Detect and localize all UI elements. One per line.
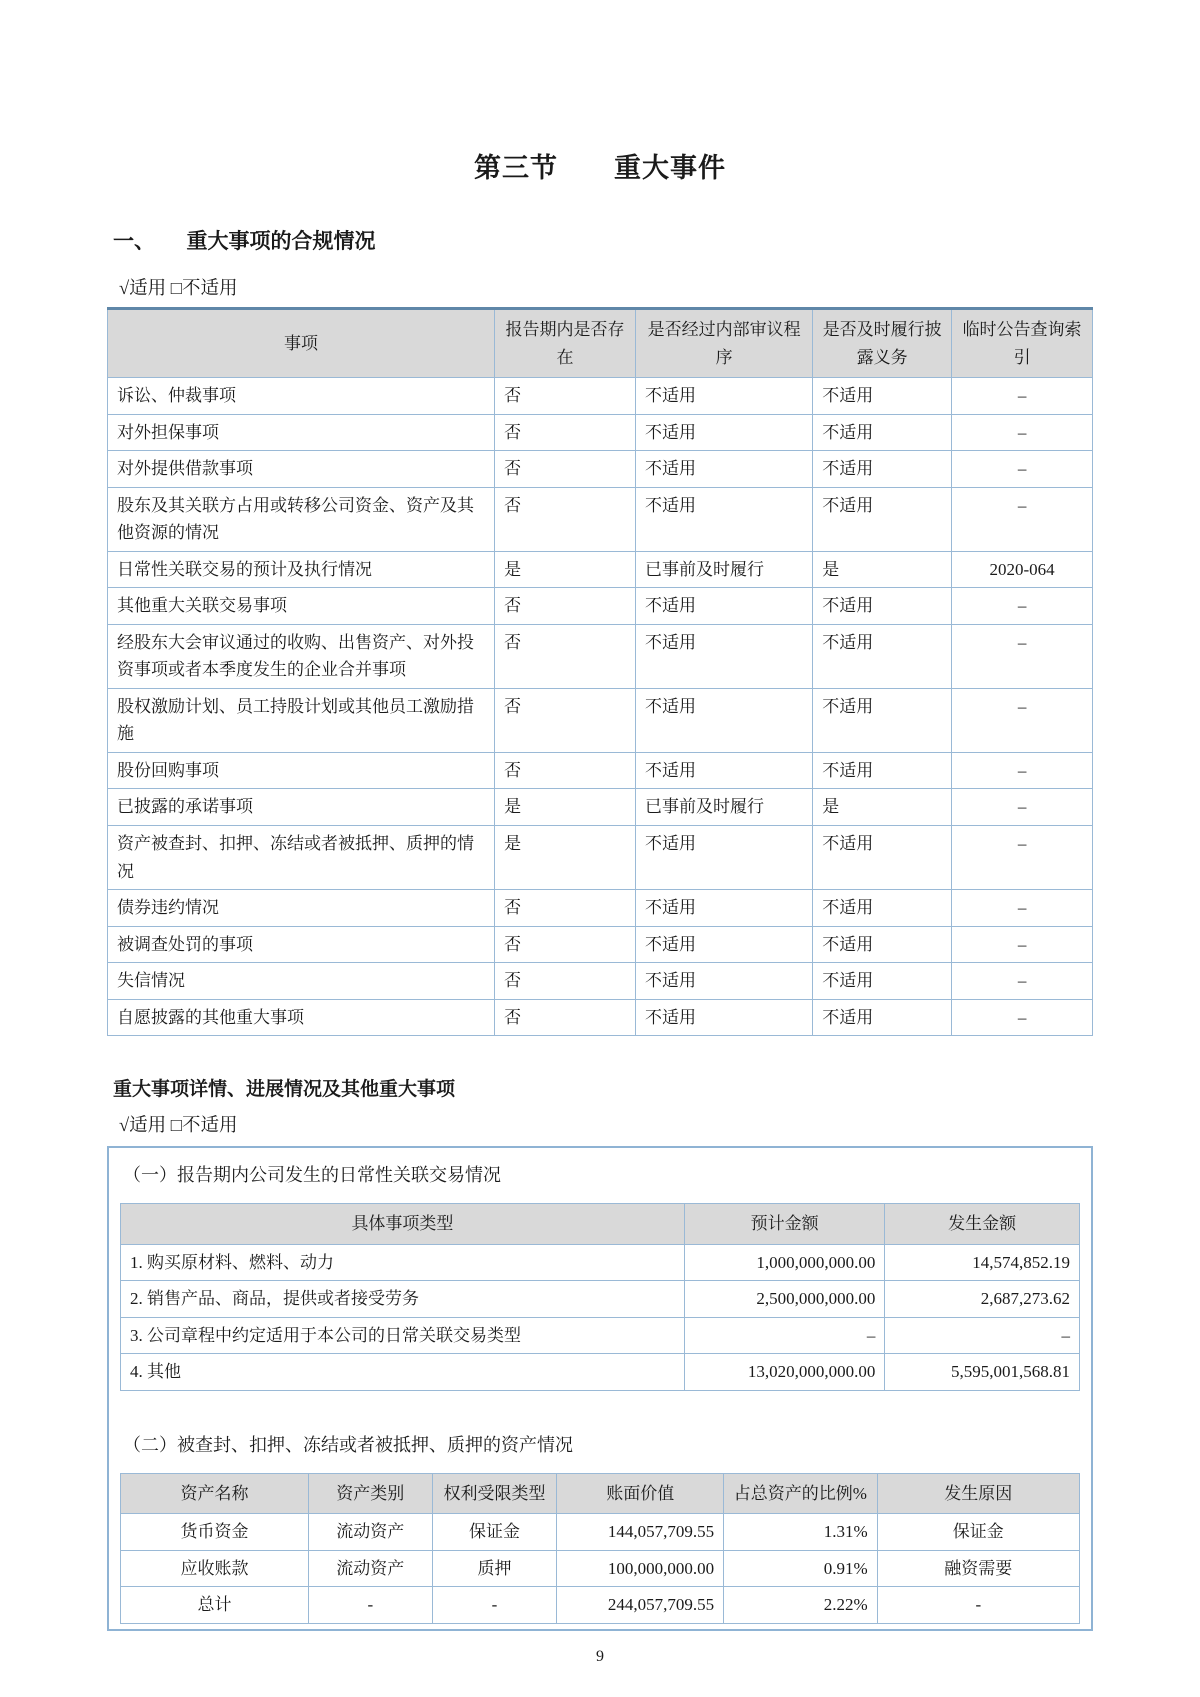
table-cell: 不适用 (635, 999, 812, 1036)
table-cell: 自愿披露的其他重大事项 (108, 999, 495, 1036)
column-header: 权利受限类型 (432, 1473, 557, 1514)
page-number: 9 (596, 1647, 604, 1665)
table-cell: – (952, 890, 1093, 927)
table-cell: 否 (495, 487, 636, 551)
details-box (107, 1146, 1093, 1631)
table-row (108, 378, 1093, 415)
table-cell: 否 (495, 378, 636, 415)
table-cell: – (952, 752, 1093, 789)
table-cell: 不适用 (635, 451, 812, 488)
table-cell: – (952, 624, 1093, 688)
table-cell: 不适用 (635, 624, 812, 688)
page-title: 第三节 重大事件 (474, 153, 726, 183)
table-cell: 不适用 (813, 825, 952, 889)
table-row (108, 588, 1093, 625)
table-cell: 不适用 (635, 487, 812, 551)
table-cell: 不适用 (813, 688, 952, 752)
compliance-section-heading: 一、 重大事项的合规情况 (113, 230, 376, 253)
column-header: 账面价值 (557, 1473, 724, 1514)
table-cell: 2.22% (724, 1587, 877, 1624)
table-cell: 应收账款 (121, 1550, 309, 1587)
table-cell: 否 (495, 752, 636, 789)
table-cell: 不适用 (813, 624, 952, 688)
table-header-row (121, 1473, 1080, 1514)
table-cell: 是 (813, 551, 952, 588)
table-cell: 已事前及时履行 (635, 789, 812, 826)
table-cell: 保证金 (877, 1514, 1079, 1551)
table-cell: 不适用 (813, 752, 952, 789)
column-header: 临时公告查询索引 (952, 309, 1093, 378)
table-cell: 流动资产 (308, 1550, 432, 1587)
column-header: 资产名称 (121, 1473, 309, 1514)
table-cell: 债券违约情况 (108, 890, 495, 927)
table-cell: 是 (495, 825, 636, 889)
table-cell: – (684, 1317, 884, 1354)
table-header-row (108, 309, 1093, 378)
table-cell: 货币资金 (121, 1514, 309, 1551)
table-cell: 244,057,709.55 (557, 1587, 724, 1624)
table-cell: 否 (495, 588, 636, 625)
table-cell: 不适用 (635, 688, 812, 752)
table-cell: 被调查处罚的事项 (108, 926, 495, 963)
column-header: 是否及时履行披露义务 (813, 309, 952, 378)
related-transactions-title: （一）报告期内公司发生的日常性关联交易情况 (123, 1165, 501, 1186)
table-cell: - (308, 1587, 432, 1624)
table-cell: 失信情况 (108, 963, 495, 1000)
column-header: 具体事项类型 (121, 1204, 685, 1245)
applicable-checkline: √适用 □不适用 (119, 1116, 238, 1137)
table-cell: – (952, 487, 1093, 551)
column-header: 预计金额 (684, 1204, 884, 1245)
table-cell: 否 (495, 926, 636, 963)
table-cell: 其他重大关联交易事项 (108, 588, 495, 625)
column-header: 事项 (108, 309, 495, 378)
compliance-table (107, 307, 1093, 1036)
table-cell: 2020-064 (952, 551, 1093, 588)
table-cell: – (952, 688, 1093, 752)
table-cell: 否 (495, 451, 636, 488)
column-header: 发生金额 (885, 1204, 1080, 1245)
table-cell: 不适用 (813, 414, 952, 451)
table-cell: 100,000,000.00 (557, 1550, 724, 1587)
table-cell: 2,687,273.62 (885, 1281, 1080, 1318)
table-cell: 不适用 (635, 752, 812, 789)
table-cell: 不适用 (635, 588, 812, 625)
table-row (108, 487, 1093, 551)
table-cell: 质押 (432, 1550, 557, 1587)
table-cell: 诉讼、仲裁事项 (108, 378, 495, 415)
table-row (121, 1281, 1080, 1318)
table-cell: 不适用 (635, 963, 812, 1000)
table-row (108, 551, 1093, 588)
table-cell: 不适用 (635, 414, 812, 451)
table-cell: – (952, 789, 1093, 826)
table-cell: 否 (495, 414, 636, 451)
table-cell: – (952, 588, 1093, 625)
table-row (108, 926, 1093, 963)
table-cell: 不适用 (635, 378, 812, 415)
table-cell: 是 (495, 789, 636, 826)
table-row (121, 1587, 1080, 1624)
column-header: 报告期内是否存在 (495, 309, 636, 378)
table-cell: 13,020,000,000.00 (684, 1354, 884, 1391)
table-cell: 对外担保事项 (108, 414, 495, 451)
table-cell: 不适用 (813, 451, 952, 488)
table-cell: 5,595,001,568.81 (885, 1354, 1080, 1391)
details-section-heading: 重大事项详情、进展情况及其他重大事项 (113, 1079, 456, 1101)
table-cell: 日常性关联交易的预计及执行情况 (108, 551, 495, 588)
table-cell: 不适用 (635, 825, 812, 889)
table-cell: 不适用 (813, 588, 952, 625)
table-header-row (121, 1204, 1080, 1245)
table-cell: 4. 其他 (121, 1354, 685, 1391)
table-cell: 1,000,000,000.00 (684, 1244, 884, 1281)
table-cell: 保证金 (432, 1514, 557, 1551)
table-cell: 1. 购买原材料、燃料、动力 (121, 1244, 685, 1281)
table-row (108, 890, 1093, 927)
table-row (108, 624, 1093, 688)
table-cell: – (885, 1317, 1080, 1354)
table-cell: – (952, 825, 1093, 889)
table-row (108, 414, 1093, 451)
table-row (108, 752, 1093, 789)
column-header: 是否经过内部审议程序 (635, 309, 812, 378)
table-cell: 已事前及时履行 (635, 551, 812, 588)
related-transactions-table (120, 1203, 1080, 1391)
table-cell: 股权激励计划、员工持股计划或其他员工激励措施 (108, 688, 495, 752)
table-row (108, 789, 1093, 826)
table-cell: 资产被查封、扣押、冻结或者被抵押、质押的情况 (108, 825, 495, 889)
table-cell: – (952, 999, 1093, 1036)
table-cell: 否 (495, 963, 636, 1000)
pledged-assets-table (120, 1473, 1080, 1624)
table-cell: 不适用 (813, 378, 952, 415)
table-cell: 1.31% (724, 1514, 877, 1551)
table-cell: 否 (495, 890, 636, 927)
table-row (121, 1514, 1080, 1551)
table-cell: 否 (495, 688, 636, 752)
table-cell: 是 (495, 551, 636, 588)
table-row (121, 1354, 1080, 1391)
applicable-checkline: √适用 □不适用 (119, 279, 238, 299)
table-row (108, 963, 1093, 1000)
table-cell: 2. 销售产品、商品，提供或者接受劳务 (121, 1281, 685, 1318)
table-cell: – (952, 414, 1093, 451)
table-cell: 不适用 (813, 487, 952, 551)
table-cell: 不适用 (635, 890, 812, 927)
table-cell: – (952, 963, 1093, 1000)
pledged-assets-title: （二）被查封、扣押、冻结或者被抵押、质押的资产情况 (123, 1434, 573, 1455)
table-cell: – (952, 451, 1093, 488)
table-cell: 融资需要 (877, 1550, 1079, 1587)
table-cell: 144,057,709.55 (557, 1514, 724, 1551)
table-cell: 经股东大会审议通过的收购、出售资产、对外投资事项或者本季度发生的企业合并事项 (108, 624, 495, 688)
table-cell: - (432, 1587, 557, 1624)
table-cell: 总计 (121, 1587, 309, 1624)
table-row (108, 451, 1093, 488)
table-cell: 对外提供借款事项 (108, 451, 495, 488)
table-row (108, 825, 1093, 889)
table-cell: 流动资产 (308, 1514, 432, 1551)
table-cell: – (952, 378, 1093, 415)
column-header: 发生原因 (877, 1473, 1079, 1514)
table-cell: 3. 公司章程中约定适用于本公司的日常关联交易类型 (121, 1317, 685, 1354)
table-cell: 是 (813, 789, 952, 826)
table-cell: 股东及其关联方占用或转移公司资金、资产及其他资源的情况 (108, 487, 495, 551)
table-row (121, 1317, 1080, 1354)
table-cell: – (952, 926, 1093, 963)
table-cell: 不适用 (813, 926, 952, 963)
table-cell: 股份回购事项 (108, 752, 495, 789)
table-row (108, 688, 1093, 752)
table-cell: 否 (495, 999, 636, 1036)
table-cell: 不适用 (813, 963, 952, 1000)
table-row (121, 1550, 1080, 1587)
table-row (108, 999, 1093, 1036)
table-cell: 0.91% (724, 1550, 877, 1587)
table-cell: - (877, 1587, 1079, 1624)
table-cell: 不适用 (813, 890, 952, 927)
table-cell: 已披露的承诺事项 (108, 789, 495, 826)
table-cell: 2,500,000,000.00 (684, 1281, 884, 1318)
column-header: 占总资产的比例% (724, 1473, 877, 1514)
table-cell: 不适用 (635, 926, 812, 963)
table-cell: 14,574,852.19 (885, 1244, 1080, 1281)
table-cell: 否 (495, 624, 636, 688)
table-cell: 不适用 (813, 999, 952, 1036)
column-header: 资产类别 (308, 1473, 432, 1514)
table-row (121, 1244, 1080, 1281)
